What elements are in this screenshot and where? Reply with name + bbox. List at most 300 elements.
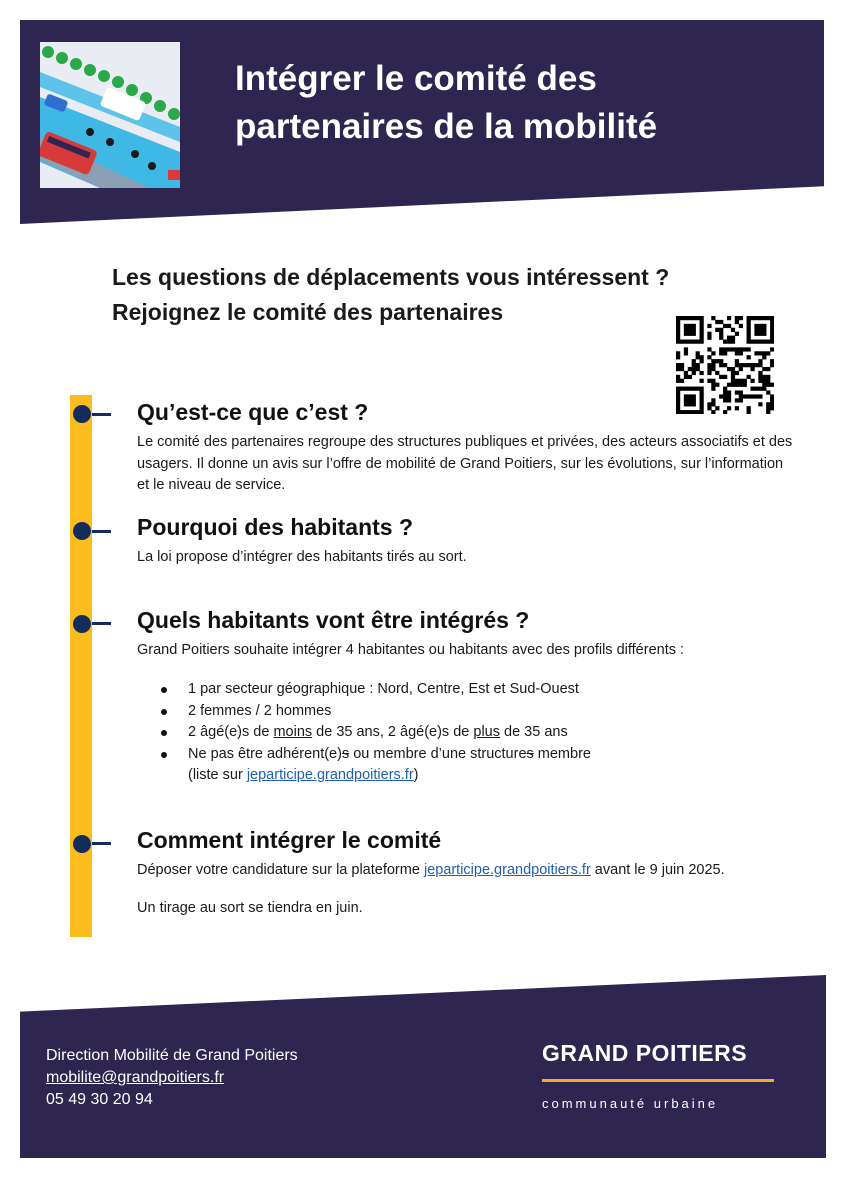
qr-module [723,340,727,344]
mobility-illustration [40,42,180,188]
qr-module [727,390,731,394]
qr-module [750,316,754,320]
qr-module [692,340,696,344]
qr-module [770,336,774,340]
section-text-who: Grand Poitiers souhaite intégrer 4 habitantes ou habitants avec des profils différents : [137,642,685,658]
qr-module [754,340,758,344]
qr-module [700,316,704,320]
qr-module [700,340,704,344]
qr-module [735,379,739,383]
qr-module [715,320,719,324]
qr-module [676,340,680,344]
qr-module [766,367,770,371]
qr-module [762,383,766,387]
qr-module [711,363,715,367]
qr-module [758,402,762,406]
qr-module [735,351,739,355]
qr-module [735,359,739,363]
qr-module [731,367,735,371]
qr-module [684,375,688,379]
list-item-text: 1 par secteur géographique : Nord, Centre, Est et Sud-Ouest [188,681,579,697]
qr-module [766,390,770,394]
qr-module [766,402,770,406]
qr-module [762,328,766,332]
section-title-what: Qu’est-ce que c’est ? [137,399,369,425]
qr-module [676,367,680,371]
list-item-text: ) [413,767,419,783]
qr-module [727,367,731,371]
timeline-bar [70,395,92,937]
timeline-dot [73,522,91,540]
qr-module [770,363,774,367]
section-text-what: Le comité des partenaires regroupe des structures publiques et privées, des acteurs associatifs et des usagers. Il donne un avis sur l’offre de mobilité de Grand Poitiers, sur les évolutions, sur l’information et le niveau de service. [137,434,793,493]
qr-module [723,398,727,402]
qr-module [688,340,692,344]
qr-module [770,328,774,332]
section-title-how: Comment intégrer le comité [137,827,442,853]
section-text-why: La loi propose d’intégrer des habitants tirés au sort. [137,549,467,565]
qr-module [743,394,747,398]
qr-module [758,351,762,355]
qr-module [758,328,762,332]
qr-module [676,390,680,394]
list-item-text: de 35 ans [499,724,568,740]
qr-module [684,394,688,398]
qr-module [692,394,696,398]
qr-module [700,332,704,336]
qr-module [680,363,684,367]
qr-module [727,340,731,344]
qr-module [762,316,766,320]
qr-module [707,363,711,367]
struck-letter: s [341,745,350,762]
qr-module [770,320,774,324]
qr-module [723,324,727,328]
qr-module [676,387,680,391]
qr-module [754,363,758,367]
qr-module [731,375,735,379]
qr-module [684,340,688,344]
page-title: Intégrer le comité des partenaires de la mobilité [235,59,658,146]
qr-module [735,383,739,387]
qr-module [743,363,747,367]
qr-module [750,379,754,383]
qr-module [711,387,715,391]
qr-module [700,387,704,391]
qr-module [696,351,700,355]
qr-module [676,351,680,355]
qr-module [692,332,696,336]
qr-module [747,355,751,359]
list-item [160,701,760,723]
qr-module [735,316,739,320]
qr-module [684,316,688,320]
qr-module [739,367,743,371]
timeline-dot [73,615,91,633]
intro-line-2: Rejoignez le comité des partenaires [112,299,504,325]
list-item-text: Ne pas être adhérent(e) [188,745,342,762]
qr-module [688,375,692,379]
qr-module [696,316,700,320]
qr-module [762,340,766,344]
qr-module [707,406,711,410]
qr-module [747,363,751,367]
qr-module [739,316,743,320]
qr-module [707,367,711,371]
qr-module [727,398,731,402]
qr-module [688,332,692,336]
qr-module [723,394,727,398]
intro-line-1: Les questions de déplacements vous intéressent ? [112,264,670,290]
qr-module [762,367,766,371]
qr-module [680,387,684,391]
qr-module [750,363,754,367]
qr-module [739,383,743,387]
qr-module [731,383,735,387]
qr-module [707,371,711,375]
qr-module [715,328,719,332]
list-item-text: membre [533,745,591,762]
qr-module [688,387,692,391]
qr-module [700,371,704,375]
qr-module [680,379,684,383]
qr-module [692,367,696,371]
qr-module [707,347,711,351]
underlined-word: plus [473,724,500,740]
criteria-list [160,679,760,787]
qr-module [723,375,727,379]
qr-module [715,359,719,363]
qr-module [770,316,774,320]
qr-module [700,324,704,328]
section-title-who: Quels habitants vont être intégrés ? [137,607,530,633]
qr-module [719,347,723,351]
qr-module [696,410,700,414]
qr-module [739,351,743,355]
qr-module [750,367,754,371]
qr-module [676,363,680,367]
qr-module [676,355,680,359]
qr-module [719,394,723,398]
qr-module [750,394,754,398]
qr-module [696,367,700,371]
qr-module [723,347,727,351]
qr-module [747,328,751,332]
qr-module [676,402,680,406]
qr-module [739,398,743,402]
qr-module [770,402,774,406]
qr-code[interactable] [676,316,774,414]
qr-module [770,406,774,410]
qr-module [715,406,719,410]
qr-module [688,402,692,406]
qr-module [754,324,758,328]
qr-module [770,324,774,328]
qr-module [747,394,751,398]
list-item-text: de 35 ans, 2 âgé(e)s de [312,724,474,740]
qr-module [747,332,751,336]
qr-module [676,328,680,332]
qr-module [731,379,735,383]
qr-module [731,371,735,375]
qr-module [770,383,774,387]
qr-module [684,351,688,355]
list-item [160,744,760,787]
timeline-connector [92,842,111,845]
qr-module [727,316,731,320]
qr-module [770,394,774,398]
qr-module [735,332,739,336]
qr-module [711,367,715,371]
qr-module [707,355,711,359]
qr-module [696,363,700,367]
section-text-how [137,860,797,882]
section-title-why: Pourquoi des habitants ? [137,514,414,540]
qr-module [723,363,727,367]
qr-module [731,328,735,332]
qr-module [707,336,711,340]
qr-module [743,379,747,383]
qr-module [750,340,754,344]
qr-module [715,371,719,375]
timeline-dot [73,405,91,423]
qr-module [696,387,700,391]
qr-module [727,394,731,398]
qr-module [688,394,692,398]
qr-module [711,383,715,387]
qr-module [758,359,762,363]
qr-module [676,394,680,398]
qr-module [747,410,751,414]
qr-module [723,410,727,414]
qr-module [711,402,715,406]
qr-module [766,383,770,387]
list-item-text: ou membre d’une structure [349,745,527,762]
qr-module [747,375,751,379]
qr-module [739,390,743,394]
qr-module [727,406,731,410]
footer-email-link[interactable]: mobilite@grandpoitiers.fr [46,1069,225,1086]
qr-module [700,359,704,363]
qr-module [719,336,723,340]
underlined-word: moins [273,724,313,740]
qr-module [711,351,715,355]
qr-module [688,316,692,320]
timeline-dot [73,835,91,853]
qr-module [676,379,680,383]
qr-module [719,375,723,379]
qr-module [676,375,680,379]
qr-module [688,398,692,402]
qr-module [700,355,704,359]
qr-module [707,402,711,406]
qr-module [739,379,743,383]
qr-module [688,410,692,414]
qr-module [684,387,688,391]
qr-module [766,375,770,379]
qr-module [743,383,747,387]
qr-module [719,328,723,332]
qr-module [696,355,700,359]
qr-module [770,332,774,336]
qr-module [758,324,762,328]
qr-module [735,390,739,394]
qr-module [770,359,774,363]
footer-contact [46,1045,298,1111]
qr-module [723,351,727,355]
qr-module [684,371,688,375]
qr-module [758,371,762,375]
qr-module [735,406,739,410]
qr-module [723,387,727,391]
qr-module [676,320,680,324]
qr-module [747,347,751,351]
qr-module [739,394,743,398]
qr-module [680,367,684,371]
timeline-connector [92,622,111,625]
qr-module [731,347,735,351]
qr-module [711,410,715,414]
qr-module [766,379,770,383]
struck-letter: s [526,745,534,762]
qr-module [719,359,723,363]
list-item-text: 2 femmes / 2 hommes [188,702,332,719]
qr-module [770,398,774,402]
qr-module [739,347,743,351]
qr-module [692,371,696,375]
qr-module [735,371,739,375]
qr-module [762,355,766,359]
qr-module [707,332,711,336]
jeparticipe-link[interactable]: jeparticipe.grandpoitiers.fr [423,862,591,878]
qr-module [711,398,715,402]
qr-module [692,398,696,402]
qr-module [692,387,696,391]
qr-module [739,363,743,367]
qr-module [676,406,680,410]
qr-module [735,347,739,351]
qr-module [758,379,762,383]
footer-phone: 05 49 30 20 94 [46,1091,153,1108]
list-item [160,722,760,744]
qr-module [762,332,766,336]
qr-module [684,410,688,414]
qr-module [707,324,711,328]
list-item-text: 2 âgé(e)s de [188,724,274,740]
qr-module [754,387,758,391]
qr-module [762,324,766,328]
qr-module [770,347,774,351]
qr-module [727,336,731,340]
qr-module [727,324,731,328]
qr-module [727,347,731,351]
qr-module [692,324,696,328]
jeparticipe-link[interactable]: jeparticipe.grandpoitiers.fr [246,767,414,783]
qr-module [684,398,688,402]
qr-module [727,383,731,387]
qr-module [692,402,696,406]
brand-logo-subtitle: communauté urbaine [542,1096,719,1111]
qr-module [676,332,680,336]
qr-module [754,316,758,320]
timeline-connector [92,530,111,533]
qr-module [747,406,751,410]
qr-module [735,363,739,367]
qr-module [758,332,762,336]
qr-module [680,316,684,320]
qr-module [692,410,696,414]
qr-module [754,328,758,332]
qr-module [684,328,688,332]
qr-module [688,367,692,371]
list-item [160,679,760,701]
qr-module [735,320,739,324]
qr-module [770,340,774,344]
qr-module [723,390,727,394]
qr-module [692,328,696,332]
qr-module [700,398,704,402]
qr-module [758,394,762,398]
qr-module [700,336,704,340]
qr-module [747,320,751,324]
qr-module [680,340,684,344]
qr-module [676,398,680,402]
qr-module [731,340,735,344]
qr-module [766,351,770,355]
qr-module [754,351,758,355]
qr-module [680,410,684,414]
qr-module [743,347,747,351]
qr-module [731,336,735,340]
qr-module [711,359,715,363]
brand-logo-rule [542,1079,774,1082]
qr-module [758,387,762,391]
qr-module [676,336,680,340]
qr-module [766,410,770,414]
qr-module [762,375,766,379]
timeline-connector [92,413,111,416]
qr-module [739,324,743,328]
qr-module [700,320,704,324]
qr-module [700,402,704,406]
qr-module [692,359,696,363]
qr-module [747,324,751,328]
qr-module [684,347,688,351]
qr-module [711,316,715,320]
qr-module [700,406,704,410]
qr-module [766,340,770,344]
qr-module [688,324,692,328]
intro [112,260,732,330]
qr-module [692,363,696,367]
qr-module [719,332,723,336]
qr-module [700,390,704,394]
qr-module [758,363,762,367]
mobility-illustration-graphic [40,42,180,188]
qr-module [747,340,751,344]
qr-module [700,328,704,332]
qr-module [711,379,715,383]
qr-module [715,383,719,387]
qr-module [758,340,762,344]
qr-module [766,316,770,320]
qr-module [762,387,766,391]
qr-module [684,324,688,328]
qr-module [758,375,762,379]
list-item-text: (liste sur [188,767,247,783]
qr-module [700,379,704,383]
qr-module [707,379,711,383]
